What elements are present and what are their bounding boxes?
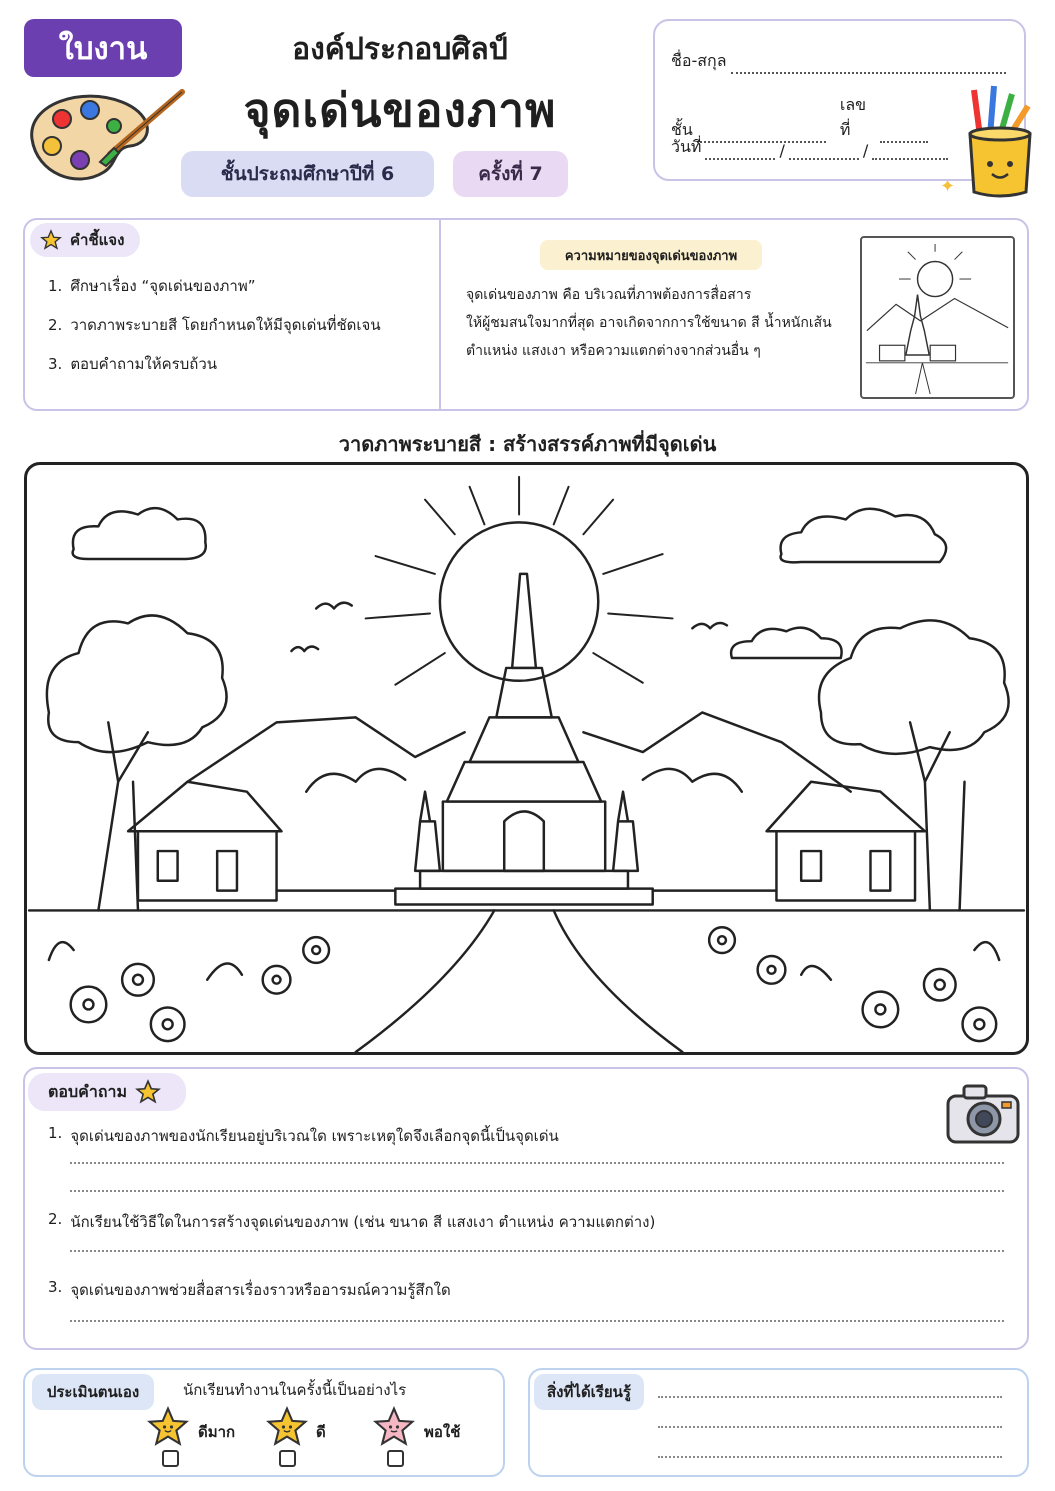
instruction-item [48,345,381,384]
questions-tag [28,1073,186,1111]
session-pill: ครั้งที่ 7 [453,151,568,197]
svg-text:✦: ✦ [940,176,956,197]
name-field[interactable] [731,60,1007,74]
instructions-divider [439,220,441,409]
learned-line[interactable] [658,1426,1002,1428]
happy-star-icon [265,1406,309,1448]
item-text: วาดภาพระบายสี โดยกำหนดให้มีจุดเด่นที่ชัดเจน [70,316,381,334]
subject-title: องค์ประกอบศิลป์ [292,32,508,67]
rating-checkbox-fair[interactable] [387,1450,404,1467]
instruction-item [48,267,381,306]
name-label: ชื่อ-สกุล [671,51,727,70]
day-field[interactable] [705,146,775,160]
smiling-star-icon [372,1406,416,1448]
question-item [48,1210,655,1234]
rating-label: ดีมาก [198,1423,236,1441]
meaning-title: ความหมายของจุดเด่นของภาพ [540,240,762,270]
item-text: ศึกษาเรื่อง “จุดเด่นของภาพ” [70,277,256,295]
instructions-list [48,267,381,384]
question-item [48,1278,451,1302]
meaning-line: ให้ผู้ชมสนใจมากที่สุด อาจเกิดจากการใช้ขนาด สี น้ำหนักเส้น [466,315,832,331]
question-text: จุดเด่นของภาพช่วยสื่อสารเรื่องราวหรืออารมณ์ความรู้สึกใด [70,1281,451,1299]
number-label: เลขที่ [839,95,867,139]
meaning-body [466,281,851,365]
learned-title: สิ่งที่ได้เรียนรู้ [534,1374,644,1410]
meaning-line: จุดเด่นของภาพ คือ บริเวณที่ภาพต้องการสื่อสาร [466,287,752,303]
answer-line[interactable] [70,1320,1004,1322]
drawing-section-title: วาดภาพระบายสี : สร้างสรรค์ภาพที่มีจุดเด่น [338,432,717,456]
item-number: 2. [48,316,63,334]
self-eval-title: ประเมินตนเอง [32,1374,154,1410]
example-image-thumbnail [860,236,1015,399]
coloring-temple-scene[interactable] [24,462,1029,1055]
self-eval-question: นักเรียนทำงานในครั้งนี้เป็นอย่างไร [183,1381,407,1399]
question-text: จุดเด่นของภาพของนักเรียนอยู่บริเวณใด เพราะเหตุใดจึงเลือกจุดนี้เป็นจุดเด่น [70,1127,559,1145]
star-icon [135,1079,161,1105]
rating-checkbox-good[interactable] [279,1450,296,1467]
instructions-tag [30,223,140,257]
date-separator: / [862,141,869,160]
grade-pill: ชั้นประถมศึกษาปีที่ 6 [181,151,434,197]
date-label: วันที่ [671,137,702,156]
learned-line[interactable] [658,1456,1002,1458]
question-number: 3. [48,1278,63,1296]
instructions-title: คำชี้แจง [70,231,125,249]
answer-line[interactable] [70,1190,1004,1192]
item-number: 3. [48,355,63,373]
learned-line[interactable] [658,1396,1002,1398]
answer-line[interactable] [70,1250,1004,1252]
worksheet-badge: ใบงาน [24,19,182,77]
date-separator: / [779,141,785,160]
question-text: นักเรียนใช้วิธีใดในการสร้างจุดเด่นของภาพ (เช่น ขนาด สี แสงเงา ตำแหน่ง ความแตกต่าง) [70,1213,656,1231]
month-field[interactable] [789,146,859,160]
rating-checkbox-very-good[interactable] [162,1450,179,1467]
name-row [671,49,1006,74]
questions-title: ตอบคำถาม [48,1081,128,1101]
star-icon [40,229,62,251]
pencil-cup-icon [930,84,1040,202]
rating-label: ดี [316,1423,326,1441]
item-text: ตอบคำถามให้ครบถ้วน [70,355,218,373]
topic-title: จุดเด่นของภาพ [243,83,557,137]
question-item [48,1124,559,1148]
answer-line[interactable] [70,1162,1004,1164]
rating-label: พอใช้ [424,1423,461,1441]
camera-icon [944,1080,1022,1146]
question-number: 2. [48,1210,63,1228]
item-number: 1. [48,277,63,295]
meaning-line: ตำแหน่ง แสงเงา หรือความแตกต่างจากส่วนอื่น ๆ [466,343,761,359]
paint-palette-icon [22,84,187,184]
instruction-item [48,306,381,345]
happy-star-icon [146,1406,190,1448]
class-label: ชั้น [671,120,693,139]
question-number: 1. [48,1124,63,1142]
